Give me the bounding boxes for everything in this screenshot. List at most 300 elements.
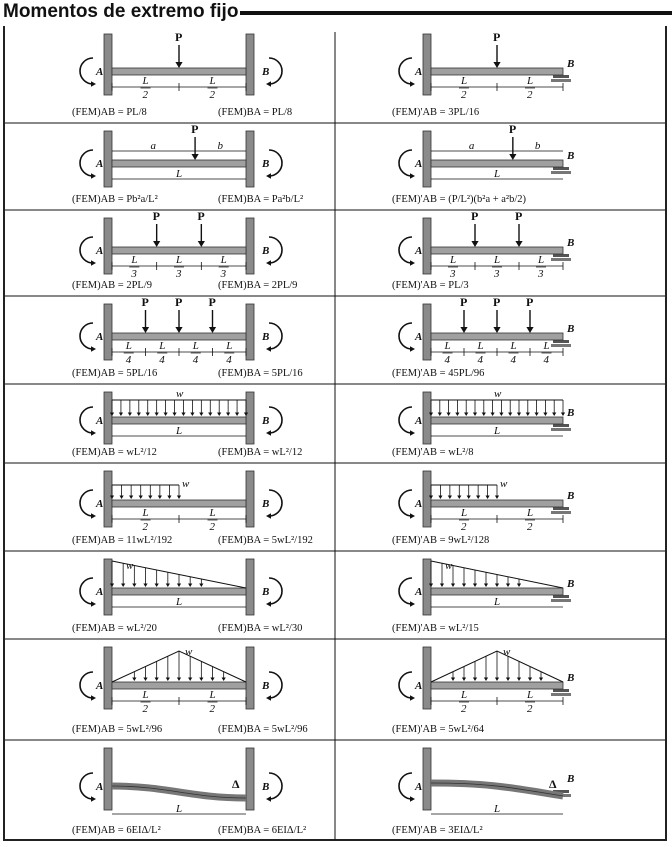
load-arrowhead — [464, 413, 468, 417]
moment-arrow-B — [269, 323, 282, 349]
dim-numerator: L — [159, 340, 166, 352]
formula-fem-ba: (FEM)BA = 5wL²/96 — [218, 724, 308, 735]
dim-numerator: L — [477, 340, 484, 352]
load-arrowhead — [539, 678, 543, 682]
load-arrowhead — [181, 413, 185, 417]
label-A: A — [96, 66, 104, 78]
label-B: B — [262, 331, 270, 343]
fixed-wall-A — [104, 34, 112, 95]
case-pinned-3 — [392, 209, 574, 291]
point-load-arrowhead — [142, 327, 149, 333]
fixed-wall-A — [423, 471, 431, 527]
label-B: B — [567, 58, 575, 70]
beam — [112, 68, 246, 75]
fixed-wall-A — [104, 392, 112, 444]
dim-denominator: 2 — [142, 89, 148, 101]
load-arrowhead — [190, 413, 194, 417]
dim-numerator: L — [142, 689, 149, 701]
load-arrowhead — [552, 413, 556, 417]
label-B: B — [567, 773, 575, 785]
load-arrowhead — [128, 413, 132, 417]
dim-denominator: 2 — [209, 521, 215, 533]
formula-fem-ba: (FEM)BA = Pa²b/L² — [218, 194, 304, 205]
moment-arrow-A — [399, 237, 412, 263]
dim-numerator: L — [461, 507, 468, 519]
dim-denominator: 2 — [527, 89, 533, 101]
case-fixed-6 — [72, 471, 313, 546]
dim-numerator: L — [142, 75, 149, 87]
beam — [112, 588, 246, 595]
moment-arrow-B — [269, 578, 282, 604]
dim-denominator: 4 — [444, 354, 450, 366]
beam — [431, 247, 563, 254]
dim-numerator: L — [142, 507, 149, 519]
dim-numerator: L — [538, 254, 545, 266]
moment-arrow-A — [80, 237, 93, 263]
fixed-wall-A — [104, 131, 112, 187]
beam — [112, 160, 246, 167]
moment-arrow-B — [269, 407, 282, 433]
roller-base — [551, 344, 571, 347]
fixed-wall-B — [246, 34, 254, 95]
load-arrowhead — [495, 496, 499, 500]
formula-fem-ba: (FEM)BA = 5PL/16 — [218, 368, 303, 379]
dim-denominator: 3 — [176, 268, 182, 280]
load-arrowhead — [528, 678, 532, 682]
dim-denominator: 2 — [461, 521, 467, 533]
moment-arrow-B — [269, 490, 282, 516]
dim-L-label: L — [494, 425, 501, 437]
beam — [112, 682, 246, 689]
roller-base — [551, 258, 571, 261]
formula-fem-ab-prime: (FEM)'AB = wL²/15 — [392, 623, 479, 634]
formula-fem-ab: (FEM)AB = 2PL/9 — [72, 280, 153, 291]
label-A: A — [415, 781, 423, 793]
dim-denominator: 2 — [142, 521, 148, 533]
load-arrowhead — [467, 496, 471, 500]
dim-denominator: 3 — [220, 268, 227, 280]
fixed-wall-A — [423, 218, 431, 274]
fixed-wall-B — [246, 218, 254, 274]
fixed-wall-A — [104, 748, 112, 810]
dim-denominator: 4 — [477, 354, 483, 366]
load-arrowhead — [132, 584, 136, 588]
load-P-label: P — [208, 295, 216, 309]
dim-numerator: L — [209, 689, 216, 701]
moment-arrow-A — [80, 490, 93, 516]
load-arrowhead — [155, 584, 159, 588]
dim-denominator: 3 — [538, 268, 544, 280]
label-B: B — [262, 781, 270, 793]
load-arrowhead — [177, 584, 181, 588]
load-w-label: w — [126, 560, 134, 572]
load-P-label: P — [191, 122, 199, 136]
label-A: A — [415, 415, 423, 427]
load-arrowhead — [476, 496, 480, 500]
formula-fem-ab: (FEM)AB = wL²/20 — [72, 623, 157, 634]
moment-arrow-A — [80, 407, 93, 433]
dim-b-label: b — [534, 140, 541, 152]
dim-numerator: L — [444, 340, 451, 352]
dim-numerator: L — [461, 689, 468, 701]
fixed-wall-A — [104, 218, 112, 274]
label-A: A — [96, 781, 104, 793]
label-A: A — [415, 245, 423, 257]
formula-fem-ab-prime: (FEM)'AB = 45PL/96 — [392, 368, 485, 379]
moment-arrow-A — [399, 773, 412, 799]
load-P-label: P — [152, 209, 161, 223]
label-B: B — [262, 415, 270, 427]
load-P-label: P — [515, 209, 523, 223]
dim-denominator: 4 — [543, 354, 549, 366]
case-pinned-1 — [392, 30, 574, 118]
formula-fem-ba: (FEM)BA = PL/8 — [218, 107, 293, 118]
dim-numerator: L — [494, 254, 501, 266]
load-arrowhead — [235, 413, 239, 417]
load-arrowhead — [166, 584, 170, 588]
load-arrowhead — [217, 413, 221, 417]
label-A: A — [96, 498, 104, 510]
case-pinned-2 — [392, 122, 574, 205]
roller-base — [551, 511, 571, 514]
load-arrowhead — [462, 678, 466, 682]
moment-arrow-A — [399, 323, 412, 349]
dim-L-label: L — [176, 596, 183, 608]
formula-fem-ab-prime: (FEM)'AB = wL²/8 — [392, 447, 474, 458]
dim-numerator: L — [527, 75, 534, 87]
roller-base — [551, 428, 571, 431]
load-w-label: w — [503, 646, 511, 658]
label-B: B — [567, 407, 575, 419]
load-arrowhead — [506, 584, 510, 588]
label-A: A — [96, 158, 104, 170]
load-arrowhead — [143, 678, 147, 682]
load-arrowhead — [222, 678, 226, 682]
formula-fem-ab-prime: (FEM)'AB = 3PL/16 — [392, 107, 480, 118]
dim-numerator: L — [527, 507, 534, 519]
roller-support — [553, 340, 569, 343]
load-arrowhead — [188, 678, 192, 682]
formula-fem-ab-prime: (FEM)'AB = 9wL²/128 — [392, 535, 490, 546]
label-A: A — [415, 680, 423, 692]
moment-arrow-B — [269, 150, 282, 176]
dim-L-label: L — [494, 596, 501, 608]
label-B: B — [262, 498, 270, 510]
load-arrowhead — [208, 413, 212, 417]
dim-numerator: L — [209, 75, 216, 87]
dim-denominator: 4 — [125, 354, 132, 366]
load-arrowhead — [438, 496, 442, 500]
roller-support — [553, 75, 569, 78]
fixed-wall-A — [423, 559, 431, 615]
point-load-arrowhead — [191, 154, 198, 160]
moment-arrow-A — [80, 672, 93, 698]
point-load-arrowhead — [175, 327, 182, 333]
label-A: A — [415, 66, 423, 78]
load-P-label: P — [471, 209, 479, 223]
dim-numerator: L — [450, 254, 457, 266]
load-P-label: P — [526, 295, 534, 309]
load-w-label: w — [494, 388, 502, 400]
moment-arrow-A — [399, 578, 412, 604]
page-title: Momentos de extremo fijo — [3, 1, 239, 22]
fixed-wall-B — [246, 131, 254, 187]
case-pinned-8 — [392, 646, 574, 735]
roller-support — [553, 595, 569, 598]
load-P-label: P — [175, 295, 183, 309]
label-B: B — [262, 66, 270, 78]
load-arrowhead — [177, 678, 181, 682]
beam — [112, 247, 246, 254]
fixed-wall-A — [423, 304, 431, 360]
dim-denominator: 4 — [159, 354, 165, 366]
label-A: A — [415, 586, 423, 598]
delta-label: Δ — [549, 777, 557, 791]
load-P-label: P — [460, 295, 468, 309]
dim-denominator: 2 — [461, 89, 467, 101]
fixed-wall-A — [423, 34, 431, 95]
dim-denominator: 2 — [461, 703, 467, 715]
point-load-arrowhead — [509, 154, 516, 160]
load-arrowhead — [473, 678, 477, 682]
formula-fem-ab-prime: (FEM)'AB = (P/L²)(b²a + a²b/2) — [392, 194, 526, 205]
dim-denominator: 2 — [142, 703, 148, 715]
load-arrowhead — [517, 678, 521, 682]
load-arrowhead — [451, 678, 455, 682]
deflected-beam — [431, 783, 563, 796]
beam — [112, 500, 246, 507]
moment-arrow-B — [269, 237, 282, 263]
load-arrowhead — [455, 413, 459, 417]
load-P-label: P — [493, 295, 501, 309]
formula-fem-ba: (FEM)BA = 6EIΔ/L² — [218, 825, 307, 836]
formula-fem-ab: (FEM)AB = 5wL²/96 — [72, 724, 163, 735]
load-arrowhead — [561, 413, 565, 417]
label-B: B — [567, 578, 575, 590]
load-arrowhead — [451, 584, 455, 588]
load-arrowhead — [473, 584, 477, 588]
load-arrowhead — [495, 584, 499, 588]
load-arrowhead — [158, 496, 162, 500]
dim-denominator: 4 — [510, 354, 516, 366]
load-arrowhead — [143, 584, 147, 588]
load-arrowhead — [495, 678, 499, 682]
fixed-wall-B — [246, 392, 254, 444]
label-B: B — [567, 672, 575, 684]
load-arrowhead — [517, 413, 521, 417]
point-load-arrowhead — [460, 327, 467, 333]
load-arrowhead — [485, 496, 489, 500]
case-pinned-4 — [392, 295, 574, 379]
moment-arrow-A — [80, 578, 93, 604]
fixed-wall-A — [423, 647, 431, 709]
load-arrowhead — [535, 413, 539, 417]
roller-base — [551, 693, 571, 696]
label-A: A — [415, 331, 423, 343]
point-load-arrowhead — [493, 62, 500, 68]
dim-label: L — [176, 803, 183, 815]
roller-base — [551, 79, 571, 82]
case-fixed-9 — [72, 748, 306, 836]
case-fixed-3 — [72, 209, 297, 291]
load-arrowhead — [484, 678, 488, 682]
load-arrowhead — [199, 413, 203, 417]
dim-denominator: 2 — [527, 521, 533, 533]
case-pinned-6 — [392, 471, 574, 546]
load-arrowhead — [506, 678, 510, 682]
load-arrowhead — [473, 413, 477, 417]
load-arrowhead — [226, 413, 230, 417]
load-arrowhead — [119, 413, 123, 417]
point-load-arrowhead — [493, 327, 500, 333]
moment-arrow-B — [269, 672, 282, 698]
load-arrowhead — [155, 413, 159, 417]
label-B: B — [567, 490, 575, 502]
dim-denominator: 2 — [209, 89, 215, 101]
label-A: A — [96, 586, 104, 598]
load-arrowhead — [499, 413, 503, 417]
dim-numerator: L — [176, 254, 183, 266]
load-arrowhead — [448, 496, 452, 500]
dim-label: L — [494, 803, 501, 815]
load-w-label: w — [185, 646, 193, 658]
dim-a-label: a — [468, 140, 475, 152]
load-arrowhead — [491, 413, 495, 417]
load-w-label: w — [182, 478, 190, 490]
formula-fem-ba: (FEM)BA = wL²/30 — [218, 623, 303, 634]
fixed-wall-A — [104, 559, 112, 615]
formula-fem-ba: (FEM)BA = 2PL/9 — [218, 280, 298, 291]
roller-base — [551, 171, 571, 174]
load-arrowhead — [155, 678, 159, 682]
fixed-wall-B — [246, 748, 254, 810]
fixed-wall-A — [423, 392, 431, 444]
roller-support — [553, 254, 569, 257]
load-arrowhead — [482, 413, 486, 417]
formula-fem-ab: (FEM)AB = Pb²a/L² — [72, 194, 158, 205]
dim-denominator: 2 — [209, 703, 215, 715]
load-arrowhead — [462, 584, 466, 588]
fixed-wall-B — [246, 559, 254, 615]
load-arrowhead — [167, 496, 171, 500]
load-arrowhead — [132, 678, 136, 682]
load-arrowhead — [210, 678, 214, 682]
formula-fem-ab-prime: (FEM)'AB = PL/3 — [392, 280, 469, 291]
moment-arrow-B — [269, 773, 282, 799]
label-B: B — [262, 680, 270, 692]
dim-b-label: b — [217, 140, 224, 152]
load-arrowhead — [119, 496, 123, 500]
load-P-label: P — [508, 122, 517, 136]
label-B: B — [262, 158, 270, 170]
moment-arrow-A — [399, 672, 412, 698]
label-B: B — [262, 245, 270, 257]
dim-denominator: 4 — [226, 354, 232, 366]
dim-denominator: 3 — [494, 268, 500, 280]
delta-label: Δ — [232, 777, 240, 791]
point-load-arrowhead — [515, 241, 522, 247]
formula-fem-ab: (FEM)AB = wL²/12 — [72, 447, 157, 458]
load-arrowhead — [508, 413, 512, 417]
load-arrowhead — [440, 584, 444, 588]
load-P-label: P — [141, 295, 149, 309]
load-arrowhead — [188, 584, 192, 588]
dim-a-label: a — [150, 140, 157, 152]
label-A: A — [96, 331, 104, 343]
beam — [112, 417, 246, 424]
dim-numerator: L — [527, 689, 534, 701]
moment-arrow-A — [399, 490, 412, 516]
fixed-wall-B — [246, 647, 254, 709]
load-arrowhead — [438, 413, 442, 417]
fixed-wall-A — [423, 748, 431, 810]
moment-arrow-A — [80, 58, 93, 84]
load-w-label: w — [500, 478, 508, 490]
roller-support — [553, 424, 569, 427]
roller-support — [553, 689, 569, 692]
dim-numerator: L — [543, 340, 550, 352]
formula-fem-ab: (FEM)AB = 11wL²/192 — [72, 535, 173, 546]
load-arrowhead — [447, 413, 451, 417]
case-fixed-4 — [72, 295, 303, 379]
label-B: B — [567, 323, 575, 335]
dim-L-label: L — [494, 168, 501, 180]
dim-numerator: L — [125, 340, 132, 352]
load-arrowhead — [517, 584, 521, 588]
beam — [431, 417, 563, 424]
dim-denominator: 2 — [527, 703, 533, 715]
load-P-label: P — [175, 30, 183, 44]
load-arrowhead — [526, 413, 530, 417]
case-pinned-9 — [392, 748, 574, 836]
dim-numerator: L — [209, 507, 216, 519]
load-arrowhead — [139, 496, 143, 500]
label-A: A — [96, 415, 104, 427]
point-load-arrowhead — [198, 241, 205, 247]
formula-fem-ab: (FEM)AB = 6EIΔ/L² — [72, 825, 161, 836]
dim-denominator: 4 — [192, 354, 199, 366]
beam — [431, 333, 563, 340]
fixed-wall-A — [423, 131, 431, 187]
dim-L-label: L — [176, 168, 183, 180]
case-fixed-7 — [72, 559, 302, 634]
load-arrowhead — [146, 413, 150, 417]
load-arrowhead — [199, 678, 203, 682]
formula-fem-ab: (FEM)AB = PL/8 — [72, 107, 147, 118]
beam — [431, 160, 563, 167]
point-load-arrowhead — [153, 241, 160, 247]
load-w-label: w — [445, 560, 453, 572]
fixed-wall-A — [104, 647, 112, 709]
load-arrowhead — [121, 584, 125, 588]
load-w-label: w — [176, 388, 184, 400]
formula-fem-ab: (FEM)AB = 5PL/16 — [72, 368, 158, 379]
dim-numerator: L — [510, 340, 517, 352]
formula-fem-ba: (FEM)BA = 5wL²/192 — [218, 535, 313, 546]
load-arrowhead — [543, 413, 547, 417]
dim-denominator: 3 — [450, 268, 456, 280]
beam — [112, 333, 246, 340]
load-arrowhead — [199, 584, 203, 588]
case-pinned-5 — [392, 388, 574, 458]
formula-fem-ab-prime: (FEM)'AB = 3EIΔ/L² — [392, 825, 483, 836]
roller-base — [551, 599, 571, 602]
moment-arrow-A — [399, 150, 412, 176]
fixed-wall-B — [246, 471, 254, 527]
load-arrowhead — [148, 496, 152, 500]
dim-L-label: L — [176, 425, 183, 437]
point-load-arrowhead — [175, 62, 182, 68]
